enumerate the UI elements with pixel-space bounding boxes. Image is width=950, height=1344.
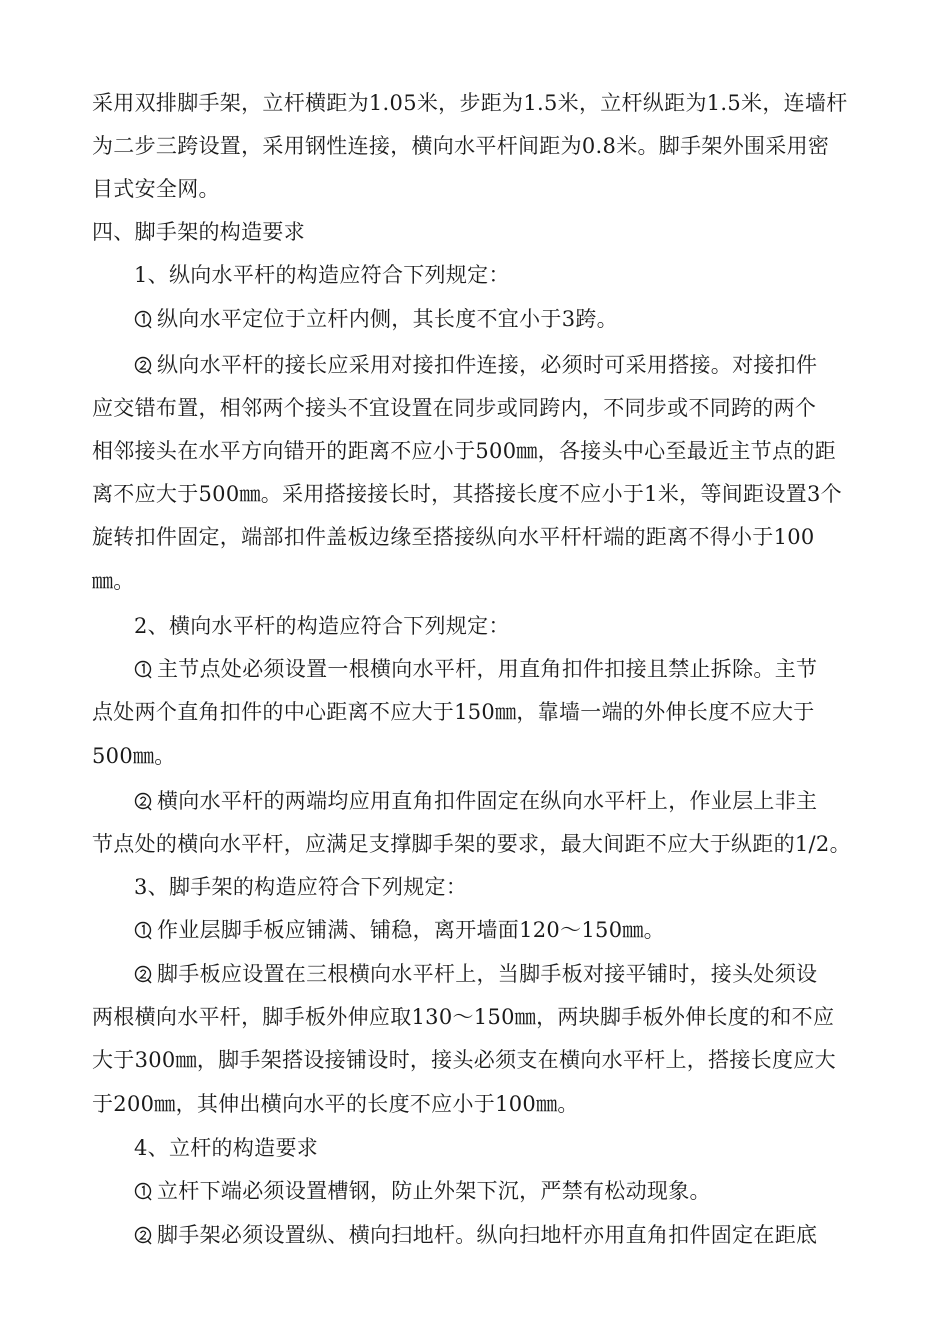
subsection-heading: 4、立杆的构造要求 bbox=[134, 1136, 319, 1160]
circled-one-icon bbox=[134, 920, 154, 940]
list-item: 脚手板应设置在三根横向水平杆上，当脚手板对接平铺时，接头处须设 bbox=[134, 959, 817, 989]
list-item: 立杆下端必须设置槽钢，防止外架下沉，严禁有松动现象。 bbox=[134, 1176, 711, 1206]
paragraph-line: 采用双排脚手架，立杆横距为1.05米，步距为1.5米，立杆纵距为1.5米，连墙杆 bbox=[92, 91, 848, 115]
subsection-heading: 2、横向水平杆的构造应符合下列规定： bbox=[134, 614, 510, 638]
list-item: 作业层脚手板应铺满、铺稳，离开墙面120～150㎜。 bbox=[134, 915, 665, 945]
list-item: 主节点处必须设置一根横向水平杆，用直角扣件扣接且禁止拆除。主节 bbox=[134, 654, 817, 684]
paragraph-line: 节点处的横向水平杆，应满足支撑脚手架的要求，最大间距不应大于纵距的1/2。 bbox=[92, 832, 851, 856]
paragraph-line: 500㎜。 bbox=[92, 744, 176, 768]
subsection-heading: 3、脚手架的构造应符合下列规定： bbox=[134, 875, 468, 899]
paragraph-line: ㎜。 bbox=[92, 569, 135, 593]
paragraph-line: 目式安全网。 bbox=[92, 177, 220, 201]
paragraph-line: 旋转扣件固定，端部扣件盖板边缘至搭接纵向水平杆杆端的距离不得小于100 bbox=[92, 525, 815, 549]
circled-one-icon bbox=[134, 309, 154, 329]
list-item: 纵向水平定位于立杆内侧，其长度不宜小于3跨。 bbox=[134, 304, 618, 334]
section-heading: 四、脚手架的构造要求 bbox=[92, 220, 305, 244]
paragraph-line: 点处两个直角扣件的中心距离不应大于150㎜，靠墙一端的外伸长度不应大于 bbox=[92, 700, 815, 724]
list-item: 脚手架必须设置纵、横向扫地杆。纵向扫地杆亦用直角扣件固定在距底 bbox=[134, 1220, 817, 1250]
paragraph-line: 为二步三跨设置，采用钢性连接，横向水平杆间距为0.8米。脚手架外围采用密 bbox=[92, 134, 830, 158]
list-item: 纵向水平杆的接长应采用对接扣件连接，必须时可采用搭接。对接扣件 bbox=[134, 350, 817, 380]
paragraph-line: 大于300㎜，脚手架搭设接铺设时，接头必须支在横向水平杆上，搭接长度应大 bbox=[92, 1048, 836, 1072]
list-item: 横向水平杆的两端均应用直角扣件固定在纵向水平杆上，作业层上非主 bbox=[134, 786, 817, 816]
paragraph-line: 离不应大于500㎜。采用搭接接长时，其搭接长度不应小于1米，等间距设置3个 bbox=[92, 482, 842, 506]
paragraph-line: 于200㎜，其伸出横向水平的长度不应小于100㎜。 bbox=[92, 1092, 579, 1116]
circled-one-icon bbox=[134, 1181, 154, 1201]
paragraph-line: 相邻接头在水平方向错开的距离不应小于500㎜，各接头中心至最近主节点的距 bbox=[92, 439, 836, 463]
circled-two-icon bbox=[134, 355, 154, 375]
circled-two-icon bbox=[134, 791, 154, 811]
circled-two-icon bbox=[134, 1225, 154, 1245]
circled-one-icon bbox=[134, 659, 154, 679]
subsection-heading: 1、纵向水平杆的构造应符合下列规定： bbox=[134, 263, 510, 287]
circled-two-icon bbox=[134, 964, 154, 984]
paragraph-line: 应交错布置，相邻两个接头不宜设置在同步或同跨内，不同步或不同跨的两个 bbox=[92, 396, 817, 420]
paragraph-line: 两根横向水平杆，脚手板外伸应取130～150㎜，两块脚手板外伸长度的和不应 bbox=[92, 1005, 835, 1029]
